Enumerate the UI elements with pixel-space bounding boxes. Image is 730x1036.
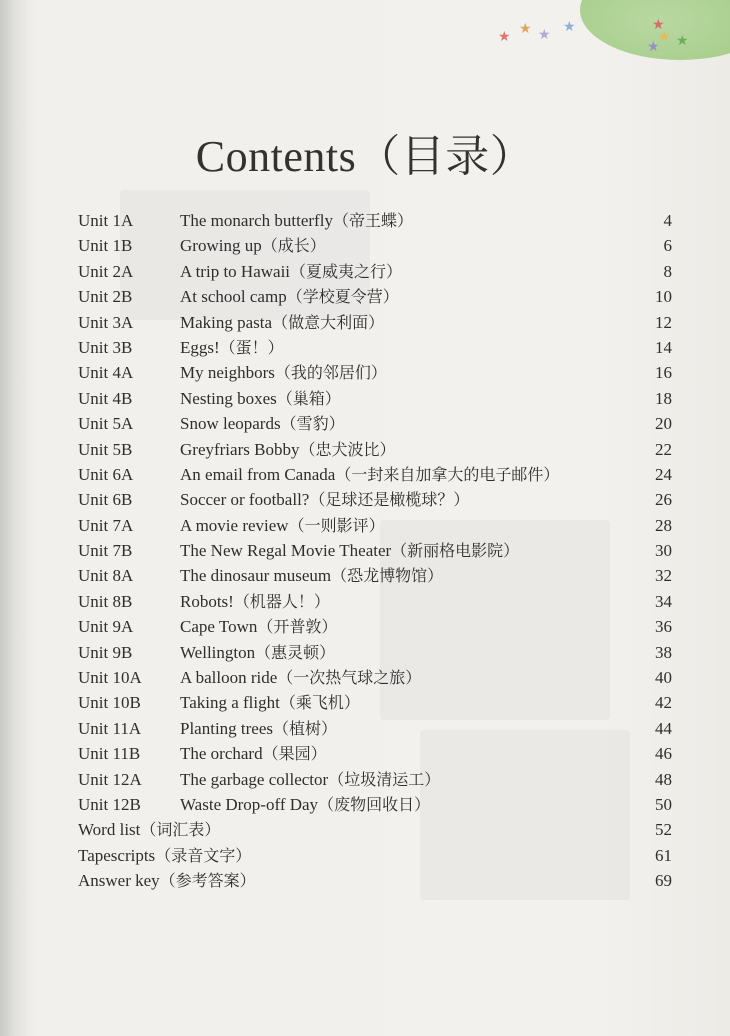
unit-topic: [180, 589, 632, 612]
topic-english: A balloon ride: [180, 668, 278, 688]
unit-topic: [180, 716, 632, 739]
unit-label: Unit 6B: [78, 490, 133, 510]
unit-topic: [180, 259, 632, 282]
unit-topic: [180, 563, 632, 586]
page-number: 34: [655, 591, 672, 611]
page-number: 52: [655, 820, 672, 840]
topic-english: The monarch butterfly: [180, 211, 333, 230]
appendix-topic: [78, 843, 632, 866]
unit-label: Unit 7A: [78, 515, 134, 535]
toc-entry: [78, 233, 672, 258]
unit-label: Unit 11A: [78, 718, 142, 738]
toc-entry: [78, 335, 672, 360]
topic-chinese: （成长）: [261, 236, 326, 256]
topic-english: The New Regal Movie Theater: [180, 541, 392, 561]
topic-chinese: （学校夏令营）: [286, 287, 399, 307]
topic-chinese: （足球还是橄榄球？）: [309, 490, 470, 510]
topic-english: The orchard: [180, 744, 263, 764]
page-number: 8: [663, 261, 672, 281]
unit-label: Unit 5A: [78, 414, 134, 434]
star-icon: ★: [498, 29, 511, 45]
unit-label: Unit 8A: [78, 566, 134, 586]
toc-entry: [78, 487, 672, 512]
unit-label: Unit 9A: [78, 617, 134, 637]
unit-topic: [180, 310, 632, 333]
unit-topic: [180, 665, 632, 688]
topic-chinese: （做意大利面）: [272, 312, 385, 332]
unit-label: Unit 6A: [78, 464, 134, 484]
toc-entry: [78, 563, 672, 588]
page-number: 12: [655, 312, 672, 332]
topic-chinese: （垃圾清运工）: [328, 769, 441, 789]
unit-topic: [180, 335, 632, 358]
appendix-topic: [78, 817, 632, 840]
topic-chinese: （果园）: [262, 744, 327, 764]
toc-entry: [78, 614, 672, 639]
topic-english: A movie review: [180, 515, 289, 535]
topic-english: Robots!: [180, 591, 234, 611]
topic-chinese: （乘飞机）: [279, 693, 360, 713]
unit-label: Unit 2A: [78, 261, 134, 281]
appendix-english: Word list: [78, 820, 141, 840]
page-number: 16: [655, 363, 672, 383]
toc-entry: [78, 208, 672, 233]
topic-chinese: （夏威夷之行）: [290, 261, 403, 281]
unit-topic: [180, 284, 632, 307]
topic-chinese: （我的邻居们）: [274, 363, 387, 383]
page-number: 28: [655, 515, 672, 535]
page-title: Contents（目录）: [195, 132, 535, 181]
toc-entry: [78, 462, 672, 487]
unit-label: Unit 8B: [78, 591, 133, 611]
toc-appendix-entry: [78, 868, 672, 893]
unit-topic: [180, 360, 632, 383]
appendix-english: Tapescripts: [78, 845, 156, 865]
table-of-contents: [78, 208, 672, 894]
page-number: 20: [655, 414, 672, 434]
page-number: 48: [655, 769, 672, 789]
topic-chinese: （机器人！）: [233, 591, 330, 611]
star-icon: ★: [563, 19, 576, 35]
topic-english: Waste Drop-off Day: [180, 794, 319, 814]
unit-label: Unit 1A: [78, 211, 134, 230]
topic-english: The dinosaur museum: [180, 566, 332, 586]
unit-label: Unit 10A: [78, 668, 142, 688]
page-number: 18: [655, 388, 672, 408]
topic-chinese: （一次热气球之旅）: [277, 668, 422, 688]
topic-chinese: （巢箱）: [276, 388, 341, 408]
page-number: 36: [655, 617, 672, 637]
page-number: 69: [655, 871, 672, 891]
unit-label: Unit 11B: [78, 744, 141, 764]
toc-entry: [78, 310, 672, 335]
toc-entry: [78, 640, 672, 665]
topic-chinese: （植树）: [273, 718, 338, 738]
topic-chinese: （一封来自加拿大的电子邮件）: [335, 464, 560, 484]
toc-entry: [78, 716, 672, 741]
topic-chinese: （帝王蝶）: [332, 211, 413, 230]
page-number: 40: [655, 668, 672, 688]
topic-chinese: （惠灵顿）: [255, 642, 336, 662]
unit-topic: [180, 614, 632, 637]
topic-english: Nesting boxes: [180, 388, 277, 408]
topic-english: Soccer or football?: [180, 490, 310, 510]
star-icon: ★: [647, 39, 660, 55]
unit-topic: [180, 640, 632, 663]
toc-entry: [78, 792, 672, 817]
toc-appendix-entry: [78, 817, 672, 842]
toc-entry: [78, 767, 672, 792]
toc-entry: [78, 437, 672, 462]
topic-chinese: （蛋！）: [219, 337, 284, 357]
unit-topic: [180, 767, 632, 790]
toc-entry: [78, 589, 672, 614]
unit-label: Unit 12B: [78, 794, 141, 814]
toc-entry: [78, 284, 672, 309]
star-icon: ★: [658, 29, 671, 45]
page-number: 30: [655, 541, 672, 561]
page-number: 24: [655, 464, 672, 484]
toc-entry: [78, 360, 672, 385]
toc-entry: [78, 386, 672, 411]
star-icon: ★: [538, 27, 551, 43]
unit-label: Unit 3B: [78, 337, 133, 357]
topic-chinese: （开普敦）: [257, 617, 338, 637]
page-number: 46: [655, 744, 672, 764]
topic-english: Planting trees: [180, 718, 274, 738]
topic-english: My neighbors: [180, 363, 275, 383]
page-number: 26: [655, 490, 672, 510]
topic-chinese: （一则影评）: [288, 515, 385, 535]
appendix-english: Answer key: [78, 871, 160, 891]
unit-label: Unit 3A: [78, 312, 134, 332]
unit-topic: [180, 386, 632, 409]
page-number: 4: [663, 211, 672, 230]
toc-entry: [78, 665, 672, 690]
unit-topic: [180, 411, 632, 434]
topic-english: Snow leopards: [180, 414, 281, 434]
topic-english: An email from Canada: [180, 464, 336, 484]
topic-english: Growing up: [180, 236, 262, 256]
topic-english: The garbage collector: [180, 769, 329, 789]
topic-english: Greyfriars Bobby: [180, 439, 300, 459]
topic-english: Cape Town: [180, 617, 258, 637]
unit-label: Unit 4A: [78, 363, 134, 383]
unit-label: Unit 5B: [78, 439, 133, 459]
topic-english: Taking a flight: [180, 693, 280, 713]
toc-entry: [78, 259, 672, 284]
unit-label: Unit 2B: [78, 287, 133, 307]
page-number: 10: [655, 287, 672, 307]
unit-label: Unit 9B: [78, 642, 133, 662]
topic-chinese: （忠犬波比）: [299, 439, 396, 459]
unit-label: Unit 1B: [78, 236, 133, 256]
star-icon: ★: [519, 21, 532, 37]
topic-chinese: （雪豹）: [280, 414, 345, 434]
page-number: 44: [655, 718, 672, 738]
toc-entry: [78, 690, 672, 715]
page-number: 14: [655, 337, 672, 357]
page-number: 22: [655, 439, 672, 459]
page-number: 6: [663, 236, 672, 256]
unit-topic: [180, 437, 632, 460]
unit-topic: [180, 462, 632, 485]
page-number: 50: [655, 794, 672, 814]
topic-chinese: （恐龙博物馆）: [331, 566, 444, 586]
unit-topic: [180, 513, 632, 536]
topic-english: At school camp: [180, 287, 287, 307]
topic-english: Making pasta: [180, 312, 273, 332]
toc-entry: [78, 741, 672, 766]
appendix-chinese: （录音文字）: [155, 845, 252, 865]
unit-topic: [180, 208, 632, 231]
star-icon: ★: [652, 17, 665, 33]
unit-topic: [180, 690, 632, 713]
appendix-topic: [78, 868, 632, 891]
page-number: 61: [655, 845, 672, 865]
topic-chinese: （废物回收日）: [318, 794, 431, 814]
appendix-chinese: （词汇表）: [140, 820, 221, 840]
unit-topic: [180, 792, 632, 815]
topic-english: A trip to Hawaii: [180, 261, 291, 281]
unit-topic: [180, 538, 632, 561]
appendix-chinese: （参考答案）: [159, 871, 256, 891]
star-icon: ★: [676, 33, 689, 49]
toc-entry: [78, 411, 672, 436]
unit-topic: [180, 741, 632, 764]
topic-english: Wellington: [180, 642, 256, 662]
unit-label: Unit 10B: [78, 693, 141, 713]
unit-topic: [180, 487, 632, 510]
page-number: 38: [655, 642, 672, 662]
page-number: 32: [655, 566, 672, 586]
toc-appendix-entry: [78, 843, 672, 868]
unit-topic: [180, 233, 632, 256]
unit-label: Unit 4B: [78, 388, 133, 408]
unit-label: Unit 7B: [78, 541, 133, 561]
page-number: 42: [655, 693, 672, 713]
toc-entry: [78, 538, 672, 563]
toc-entry: [78, 513, 672, 538]
unit-label: Unit 12A: [78, 769, 142, 789]
topic-chinese: （新丽格电影院）: [391, 541, 520, 561]
topic-english: Eggs!: [180, 337, 220, 357]
